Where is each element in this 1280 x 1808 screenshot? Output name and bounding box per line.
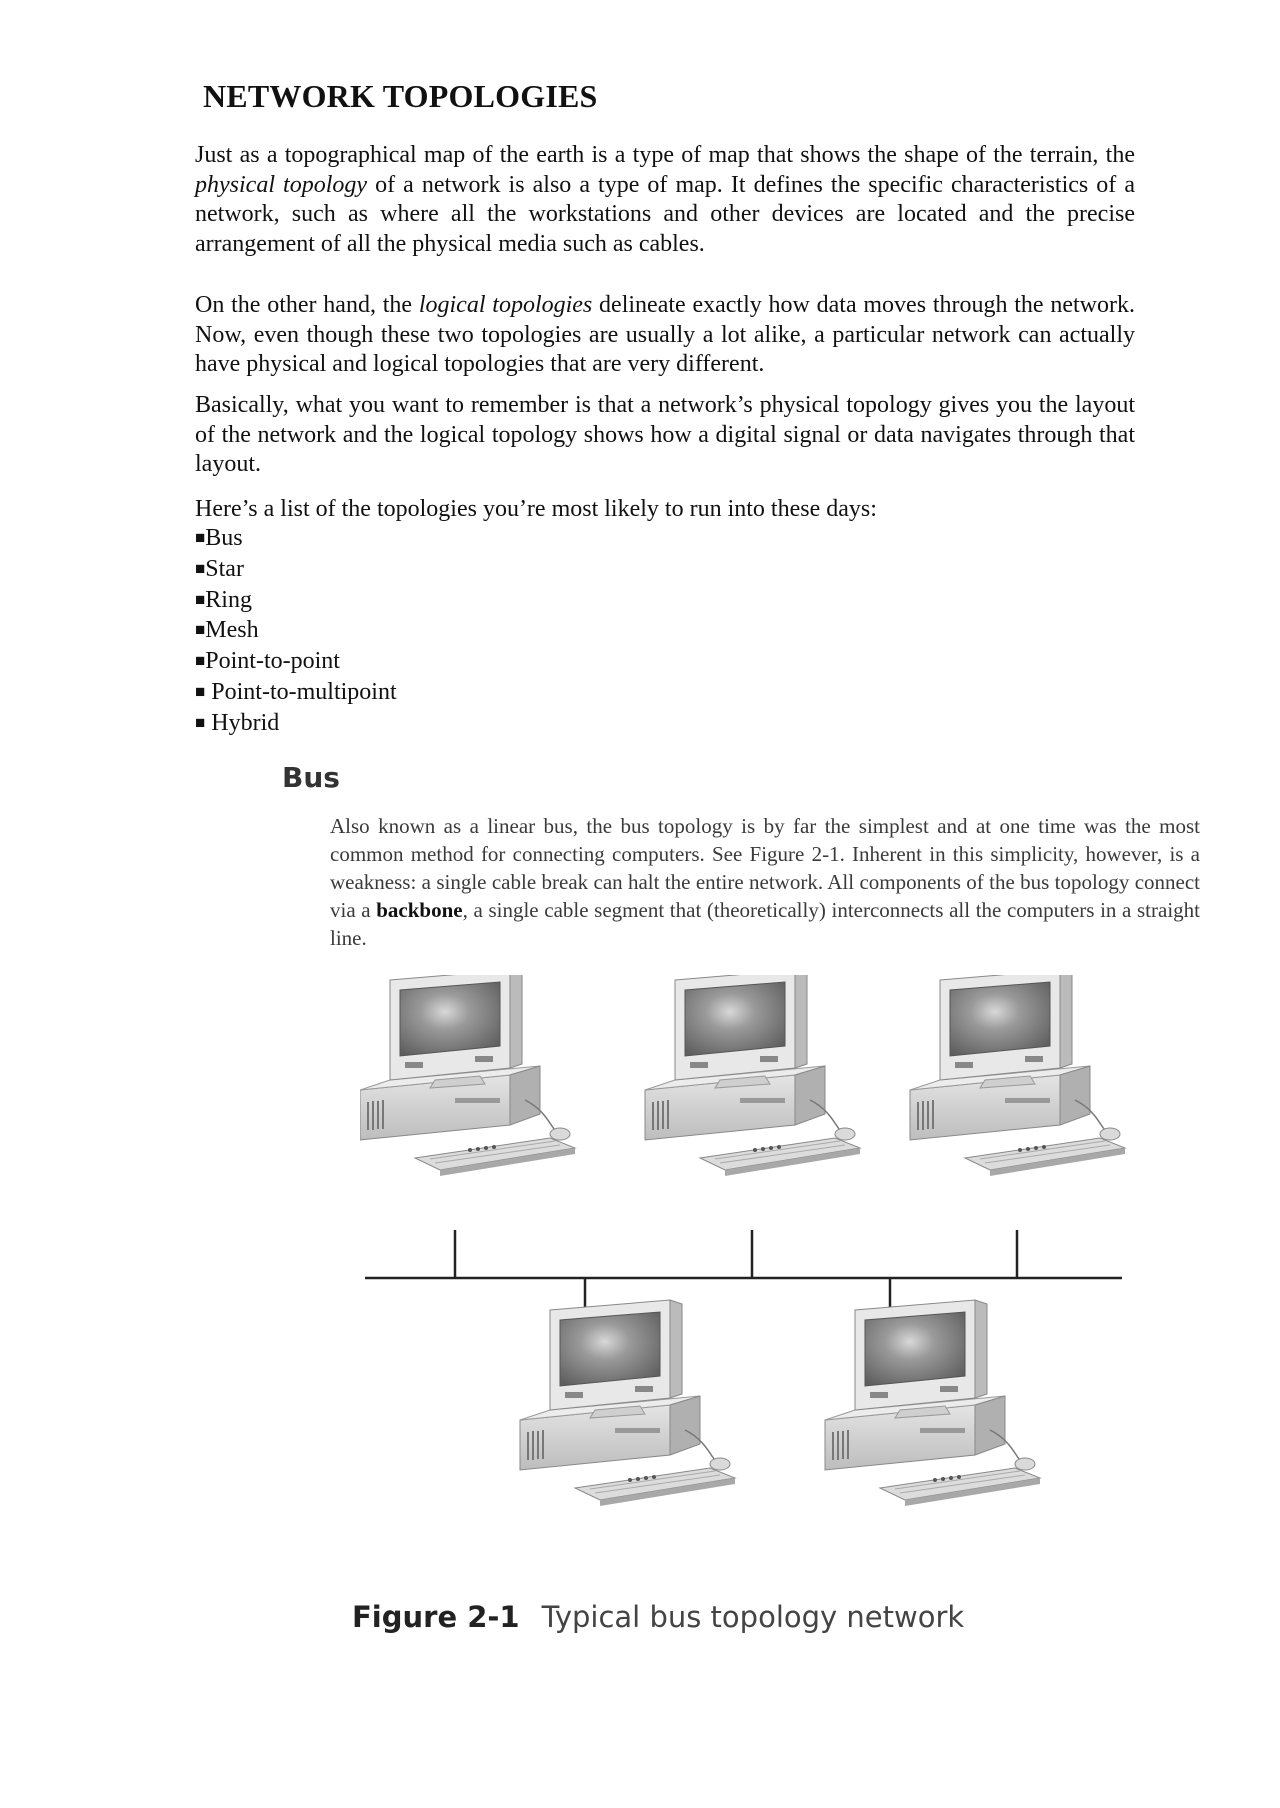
summary-paragraph: Basically, what you want to remember is that a network’s physical topology gives you the layout of the network and the logical topology shows how a digital signal or data navigates through that layout.	[195, 392, 1135, 477]
list-item: ■Ring	[195, 586, 252, 613]
term-backbone: backbone	[376, 898, 463, 922]
bus-section-text: Also known as a linear bus, the bus topology is by far the simplest and at one time was the most common method for connecting computers. See Figure 2-1. Inherent in this simplicity, however, is a weakness: a single cable break can halt the entire network. All components of the bus topology connect via a backbone, a single cable segment that (theoretically) interconnects all the computers in a straight line.	[330, 814, 1200, 950]
list-item: ■Bus	[195, 525, 243, 551]
bullet-square-icon: ■	[195, 712, 206, 732]
bus-topology-figure	[360, 975, 1150, 1575]
figure-caption-text: Typical bus topology network	[541, 1600, 965, 1634]
term-logical-topologies: logical topologies	[418, 292, 593, 318]
bus-section-heading: Bus	[282, 761, 340, 794]
figure-caption-label: Figure 2-1	[352, 1600, 520, 1634]
computer-icon	[520, 1300, 735, 1506]
bullet-square-icon: ■	[195, 620, 206, 640]
intro-paragraph-physical: Just as a topographical map of the earth is a type of map that shows the shape of the terrain, the physical topology of a network is also a type of map. It defines the specific characteristics of a network, such as where all the workstations and other devices are located and the precise arrangement of all the physical media such as cables.	[195, 142, 1136, 257]
bullet-square-icon: ■	[195, 528, 206, 547]
bullet-square-icon: ■	[195, 651, 206, 671]
bullet-square-icon: ■	[195, 589, 206, 609]
page-title: NETWORK TOPOLOGIES	[203, 78, 598, 114]
topology-list	[195, 523, 397, 739]
term-physical-topology: physical topology	[195, 171, 368, 198]
intro-paragraph-logical: On the other hand, the logical topologies delineate exactly how data moves through the network. Now, even though these two topologies are usually a lot alike, a particular network can actually have physical and logical topologies that are very different.	[195, 292, 1136, 377]
list-item: ■Star	[195, 555, 244, 582]
computer-icon	[825, 1300, 1040, 1506]
list-item: ■Mesh	[195, 617, 259, 644]
computer-icon	[910, 975, 1125, 1176]
bullet-square-icon: ■	[195, 558, 206, 578]
figure-caption	[352, 1600, 964, 1634]
list-item: ■ Hybrid	[195, 709, 280, 736]
bullet-square-icon: ■	[195, 681, 206, 701]
list-item: ■ Point-to-multipoint	[195, 678, 397, 705]
list-intro: Here’s a list of the topologies you’re most likely to run into these days:	[195, 496, 877, 522]
list-item: ■Point-to-point	[195, 648, 340, 675]
computer-icon	[645, 975, 860, 1176]
computer-icon	[360, 975, 575, 1176]
